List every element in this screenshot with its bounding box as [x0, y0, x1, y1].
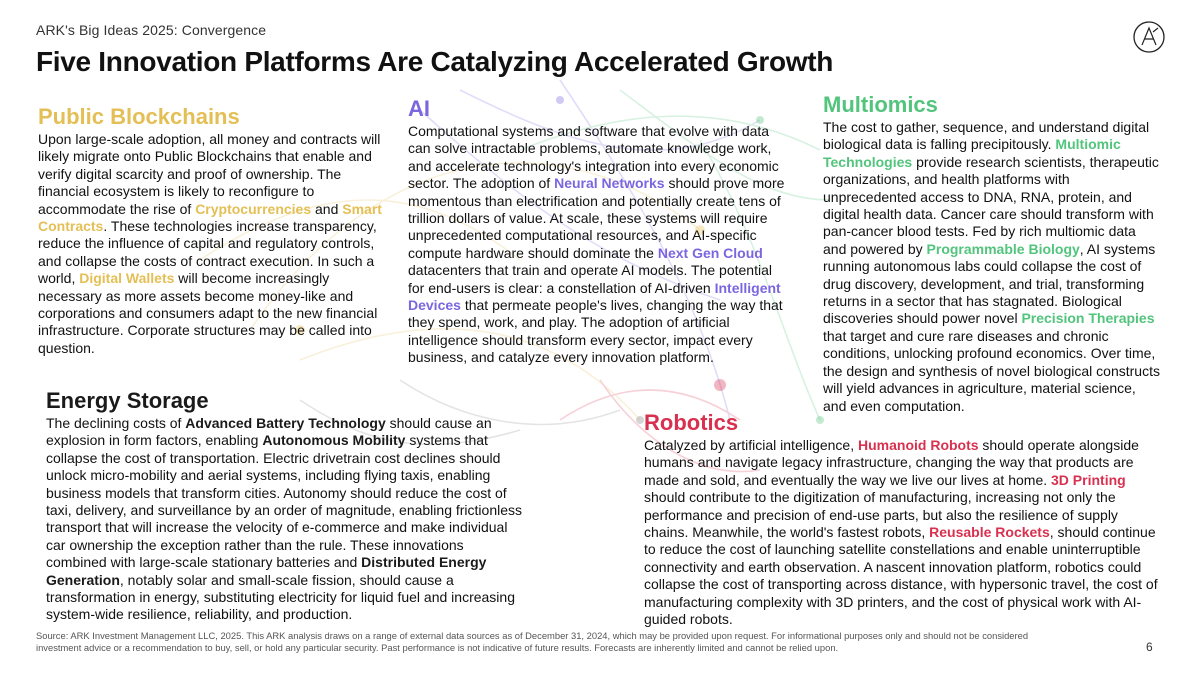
page-number: 6	[1146, 640, 1153, 654]
highlighted-term: Advanced Battery Technology	[185, 415, 386, 431]
section-body	[46, 415, 526, 624]
section-heading: Robotics	[644, 410, 739, 435]
highlighted-term: Humanoid Robots	[858, 437, 979, 453]
deck-supertitle: ARK's Big Ideas 2025: Convergence	[36, 22, 267, 38]
section-heading: Multiomics	[823, 92, 938, 117]
section-energy-storage	[46, 388, 526, 624]
highlighted-term: Multiomic Technologies	[823, 136, 1121, 170]
highlighted-term: Cryptocurrencies	[195, 200, 312, 217]
highlighted-term: Precision Therapies	[1021, 310, 1155, 327]
section-body	[408, 123, 790, 367]
section-heading: Energy Storage	[46, 388, 209, 413]
body-text: . These technologies increase transparency, reduce the influence of capital and regulatory controls, and collapse the costs of contract execution. In such a world,	[38, 218, 377, 287]
page-title: Five Innovation Platforms Are Catalyzing Accelerated Growth	[36, 46, 834, 77]
body-text: will become increasingly necessary as more assets become money-like and corporations and consumers adapt to the new financial infrastructure. Corporate structures may be called into question.	[38, 270, 378, 356]
body-text: , AI systems running autonomous labs could collapse the cost of drug discovery, development, and trial, transforming returns in a sector that has stagnated. Biological discoveries should power novel	[823, 240, 1156, 327]
highlighted-term: Programmable Biology	[926, 240, 1080, 257]
highlighted-term: Autonomous Mobility	[262, 432, 406, 449]
body-text: , notably solar and small-scale fission, should cause a transformation in energy, substituting electricity for liquid fuel and increasing system-wide resilience, reliability, and production.	[46, 571, 515, 623]
highlighted-term: Intelligent Devices	[408, 279, 781, 314]
body-text: datacenters that train and operate AI models. The potential for end-users is clear: a constellation of AI-driven	[408, 262, 772, 296]
body-text: Upon large-scale adoption, all money and contracts will likely migrate onto Public Blockchains that enable and verify digital scarcity and proof of ownership. The financial ecosystem is likely to reconfigure to accommodate the rise of	[38, 131, 381, 217]
highlighted-term: 3D Printing	[1051, 471, 1126, 488]
section-public-blockchains	[38, 104, 386, 357]
section-body	[823, 119, 1163, 415]
body-text: The declining costs of	[46, 415, 186, 431]
section-heading: Public Blockchains	[38, 104, 240, 129]
highlighted-term: Neural Networks	[554, 175, 665, 192]
highlighted-term: Distributed Energy Generation	[46, 554, 487, 588]
highlighted-term: Reusable Rockets	[929, 524, 1050, 541]
body-text: should contribute to the digitization of manufacturing, increasing not only the performance and precision of end-use parts, but also the resilience of supply chains. Meanwhile, the world's fastest robots,	[644, 489, 1118, 541]
source-disclaimer: Source: ARK Investment Management LLC, 2025. This ARK analysis draws on a range of external data sources as of December 31, 2024, which may be provided upon request. For informational purposes only and should not be considered investment advice or a recommendation to buy, sell, or hold any particular security. Past performance is not indicative of future results. Forecasts are inherently limited and cannot be relied upon.	[36, 630, 1029, 653]
highlighted-term: Digital Wallets	[79, 270, 175, 287]
section-body	[38, 131, 386, 357]
section-robotics	[644, 410, 1164, 628]
body-text: Catalyzed by artificial intelligence,	[644, 437, 858, 453]
body-text: that permeate people's lives, changing the way that they spend, work, and play. The adoption of artificial intelligence should transform every sector, impact every business, and catalyze every innovation platform.	[408, 297, 783, 366]
body-text: Computational systems and software that evolve with data can solve intractable problems, automate knowledge work, and accelerate technology's integration into every economic sector. The adoption of	[408, 123, 779, 192]
section-ai	[408, 96, 790, 367]
section-body	[644, 437, 1164, 628]
section-multiomics	[823, 92, 1163, 415]
body-text: and	[311, 200, 343, 217]
body-text: The cost to gather, sequence, and understand digital biological data is falling precipitously.	[823, 119, 1150, 153]
highlighted-term: Next Gen Cloud	[657, 244, 763, 261]
ark-logo-icon	[1132, 20, 1166, 54]
section-heading: AI	[408, 96, 430, 121]
body-text: should prove more momentous than electrification and potentially create tens of trillion dollars of value. At scale, these systems will require unprecedented computational resources, and AI-specific compute hardware should dominate the	[408, 175, 785, 261]
body-text: systems that collapse the cost of transportation. Electric drivetrain cost declines should unlock micro-mobility and aerial systems, including flying taxis, enabling business models that transform cities. Autonomy should reduce the cost of taxi, delivery, and surveillance by an order of magnitude, enabling frictionless transport that will increase the velocity of e-commerce and make individual car ownership the exception rather than the rule. These innovations combined with large-scale stationary batteries and	[46, 432, 522, 571]
body-text: should operate alongside humans and navigate legacy infrastructure, changing the way that products are made and sold, and eventually the way we live our lives at home.	[644, 437, 1139, 488]
body-text: that target and cure rare diseases and chronic conditions, unlocking profound economics. Over time, the design and synthesis of novel biological constructs will yield advances in agriculture, material science, and even computation.	[823, 327, 1160, 414]
body-text: should cause an explosion in form factors, enabling	[46, 415, 492, 449]
body-text: provide research scientists, therapeutic organizations, and health platforms with unprecedented access to DNA, RNA, protein, and digital health data. Cancer care should transform with pan-cancer blood tests. Fed by rich multiomic data and powered by	[823, 153, 1159, 257]
highlighted-term: Smart Contracts	[38, 200, 382, 235]
body-text: , should continue to reduce the cost of launching satellite constellations and enable uninterruptible connectivity and earth observation. A nascent innovation platform, robotics could collapse the cost of transporting across distance, with hypersonic travel, the cost of manufacturing complexity with 3D printers, and the cost of physical work with AI-guided robots.	[644, 524, 1158, 628]
